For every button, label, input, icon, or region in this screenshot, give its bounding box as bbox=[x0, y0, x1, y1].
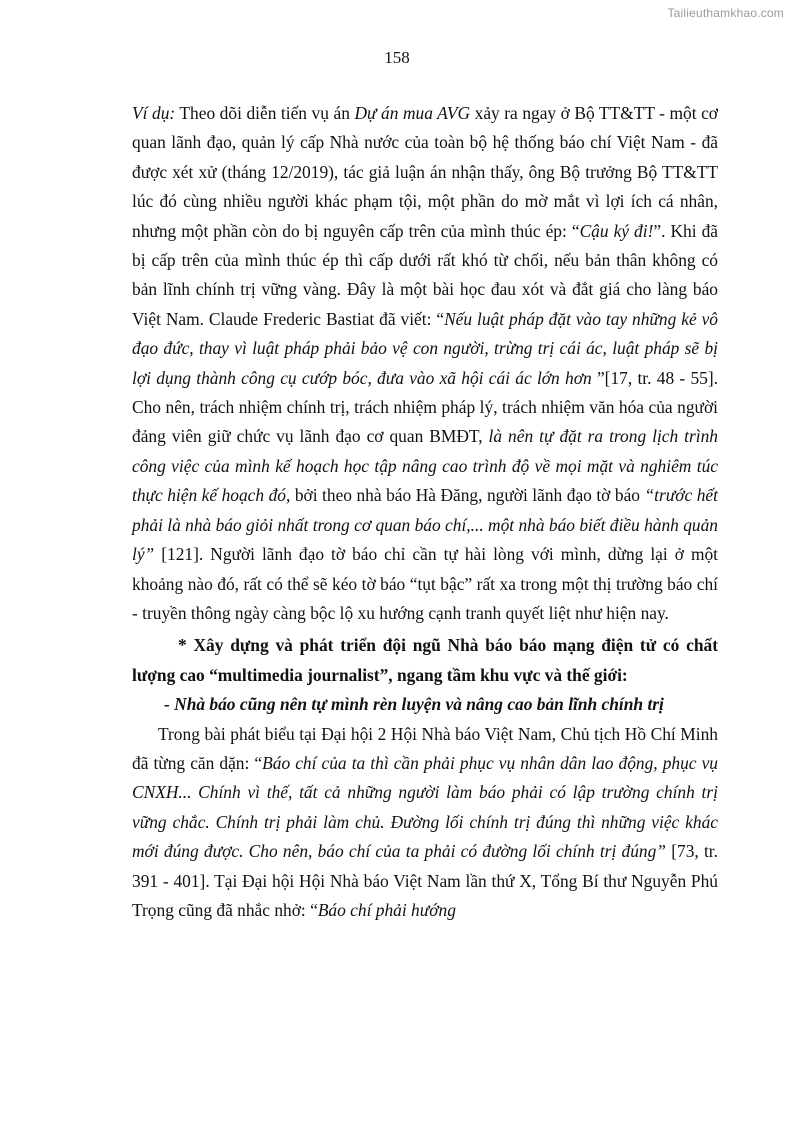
document-body bbox=[132, 99, 718, 925]
paragraph-speech bbox=[132, 720, 718, 926]
text-run: Theo dõi diễn tiến vụ án bbox=[175, 103, 355, 123]
text-run: , bởi theo nhà báo Hà Đăng, người lãnh đạo tờ báo bbox=[285, 485, 645, 506]
text-run: ”. Khi đã bị cấp trên của mình thúc ép thì cấp dưới rất khó từ chối, nếu bản thân không có bản lĩnh chính trị vững vàng. Đây là một bài học đau xót và đắt giá cho làng báo Việt Nam. Claude Frederic Bastiat đã viết: “ bbox=[132, 220, 718, 329]
text-run: Trong bài phát biểu tại Đại hội 2 Hội Nhà báo Việt Nam, Chủ tịch Hồ Chí Minh đã từng căn dặn: “ bbox=[132, 723, 718, 773]
example-label: Ví dụ: bbox=[132, 103, 176, 123]
page-number: 158 bbox=[384, 48, 410, 67]
paragraph-example bbox=[132, 99, 718, 628]
subsection-heading: - Nhà báo cũng nên tự mình rèn luyện và nâng cao bản lĩnh chính trị bbox=[164, 694, 664, 715]
quote-bastiat: Nếu luật pháp đặt vào tay những kẻ vô đạo đức, thay vì luật pháp phải bảo vệ con người, trừng trị cái ác, luật pháp sẽ bị lợi dụng thành công cụ cướp bóc, đưa vào xã hội cái ác lớn hơn bbox=[132, 308, 718, 388]
text-run: xảy ra ngay ở Bộ TT&TT - một cơ quan lãnh đạo, quản lý cấp Nhà nước của toàn bộ hệ thống báo chí Việt Nam - đã được xét xử (tháng 12/2019), tác giả luận án nhận thấy, ông Bộ trưởng Bộ TT&TT lúc đó cùng nhiều người khác phạm tội, một phần do mờ mắt vì lợi ích cá nhân, nhưng một phần còn do bị nguyên cấp trên của mình thúc ép: “ bbox=[132, 103, 719, 241]
section-heading: * Xây dựng và phát triển đội ngũ Nhà báo báo mạng điện tử có chất lượng cao “multimedia journalist”, ngang tầm khu vực và thế giới: bbox=[132, 635, 718, 685]
text-run: [121]. Người lãnh đạo tờ báo chỉ cần tự hài lòng với mình, dừng lại ở một khoảng nào đó, rất có thể sẽ kéo tờ báo “tụt bậc” rất xa trong một thị trường báo chí - truyền thông ngày càng bộc lộ xu hướng cạnh tranh quyết liệt như hiện nay. bbox=[132, 544, 718, 623]
quote-ho-chi-minh: Báo chí của ta thì cần phải phục vụ nhân dân lao động, phục vụ CNXH... Chính vì thế, tất cả những người làm báo phải có lập trường chính trị vững chắc. Chính trị phải làm chủ. Đường lối chính trị đúng thì những việc khác mới đúng được. Cho nên, báo chí của ta phải có đường lối chính trị đúng” bbox=[132, 752, 718, 862]
watermark: Tailieuthamkhao.com bbox=[667, 6, 784, 20]
case-name: Dự án mua AVG bbox=[354, 103, 471, 123]
quote-nguyen-phu-trong: Báo chí phải hướng bbox=[317, 899, 456, 920]
quote-run: Cậu ký đi! bbox=[579, 220, 654, 241]
quote-ha-dang: “trước hết phải là nhà báo giỏi nhất trong cơ quan báo chí,... một nhà báo biết điều hành quản lý” bbox=[132, 485, 718, 565]
text-run: ”[17, tr. 48 - 55]. Cho nên, trách nhiệm chính trị, trách nhiệm pháp lý, trách nhiệm văn hóa của người đảng viên giữ chức vụ lãnh đạo cơ quan BMĐT, bbox=[132, 367, 718, 447]
text-run: [73, tr. 391 - 401]. Tại Đại hội Hội Nhà báo Việt Nam lần thứ X, Tổng Bí thư Nguyễn Phú Trọng cũng đã nhắc nhở: “ bbox=[132, 841, 718, 920]
emphasis-run: là nên tự đặt ra trong lịch trình công việc của mình kế hoạch học tập nâng cao trình độ về mọi mặt và nghiêm túc thực hiện kế hoạch đó bbox=[132, 426, 718, 506]
